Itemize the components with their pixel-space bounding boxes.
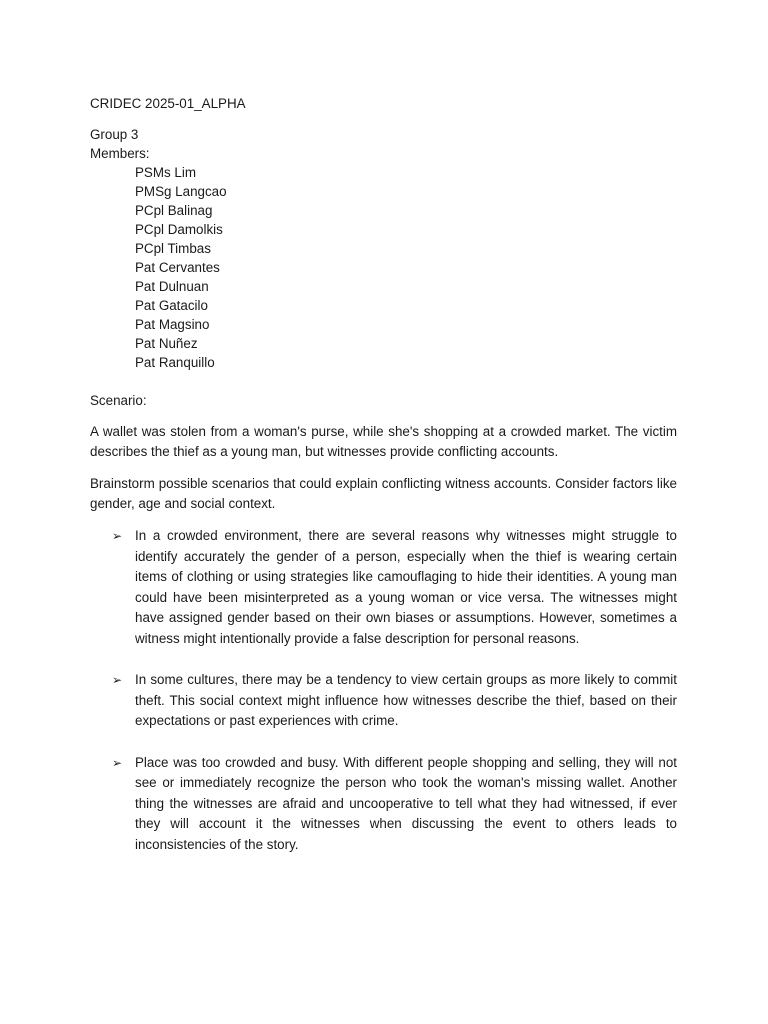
arrow-bullet-icon: ➢ <box>112 673 123 687</box>
members-label: Members: <box>90 146 150 161</box>
document-title: CRIDEC 2025-01_ALPHA <box>90 96 246 111</box>
member-item: PCpl Damolkis <box>135 222 223 237</box>
answer-bullet-item <box>90 753 677 856</box>
scenario-paragraph: A wallet was stolen from a woman's purse, while she's shopping at a crowded market. The victim describes the thief as a young man, but witnesses provide conflicting accounts. <box>90 424 677 459</box>
arrow-bullet-icon: ➢ <box>112 529 123 543</box>
answer-bullet-text: Place was too crowded and busy. With different people shopping and selling, they will not see or immediately recognize the person who took the woman's missing wallet. Another thing the witnesses are afraid and uncooperative to tell what they had witnessed, if ever they will account it the witnesses when discussing the event to others leads to inconsistencies of the story. <box>135 754 677 852</box>
member-item: Pat Magsino <box>135 317 210 332</box>
answer-bullet-text: In a crowded environment, there are several reasons why witnesses might struggle to identify accurately the gender of a person, especially when the thief is wearing certain items of clothing or using strategies like camouflaging to hide their identities. A young man could have been misinterpreted as a young woman or vice versa. The witnesses might have assigned gender based on their own biases or assumptions. However, sometimes a witness might intentionally provide a false description for personal reasons. <box>135 528 677 646</box>
document-body <box>90 94 677 855</box>
member-item: PCpl Balinag <box>135 203 213 218</box>
member-item: Pat Nuñez <box>135 336 198 351</box>
answer-bullet-list <box>90 526 677 855</box>
group-label: Group 3 <box>90 127 139 142</box>
member-item: PSMs Lim <box>135 165 197 180</box>
answer-bullet-item <box>90 526 677 649</box>
member-item: PMSg Langcao <box>135 184 227 199</box>
scenario-label: Scenario: <box>90 393 147 408</box>
member-item: Pat Ranquillo <box>135 355 215 370</box>
member-item: Pat Dulnuan <box>135 279 209 294</box>
arrow-bullet-icon: ➢ <box>112 755 123 770</box>
member-item: Pat Gatacilo <box>135 298 208 313</box>
member-item: Pat Cervantes <box>135 260 220 275</box>
prompt-paragraph: Brainstorm possible scenarios that could explain conflicting witness accounts. Consider factors like gender, age and social context. <box>90 476 677 511</box>
answer-bullet-text: In some cultures, there may be a tendency to view certain groups as more likely to commit theft. This social context might influence how witnesses describe the thief, based on their expectations or past experiences with crime. <box>135 672 677 728</box>
members-list <box>90 163 677 372</box>
member-item: PCpl Timbas <box>135 241 211 256</box>
answer-bullet-item <box>90 670 677 732</box>
